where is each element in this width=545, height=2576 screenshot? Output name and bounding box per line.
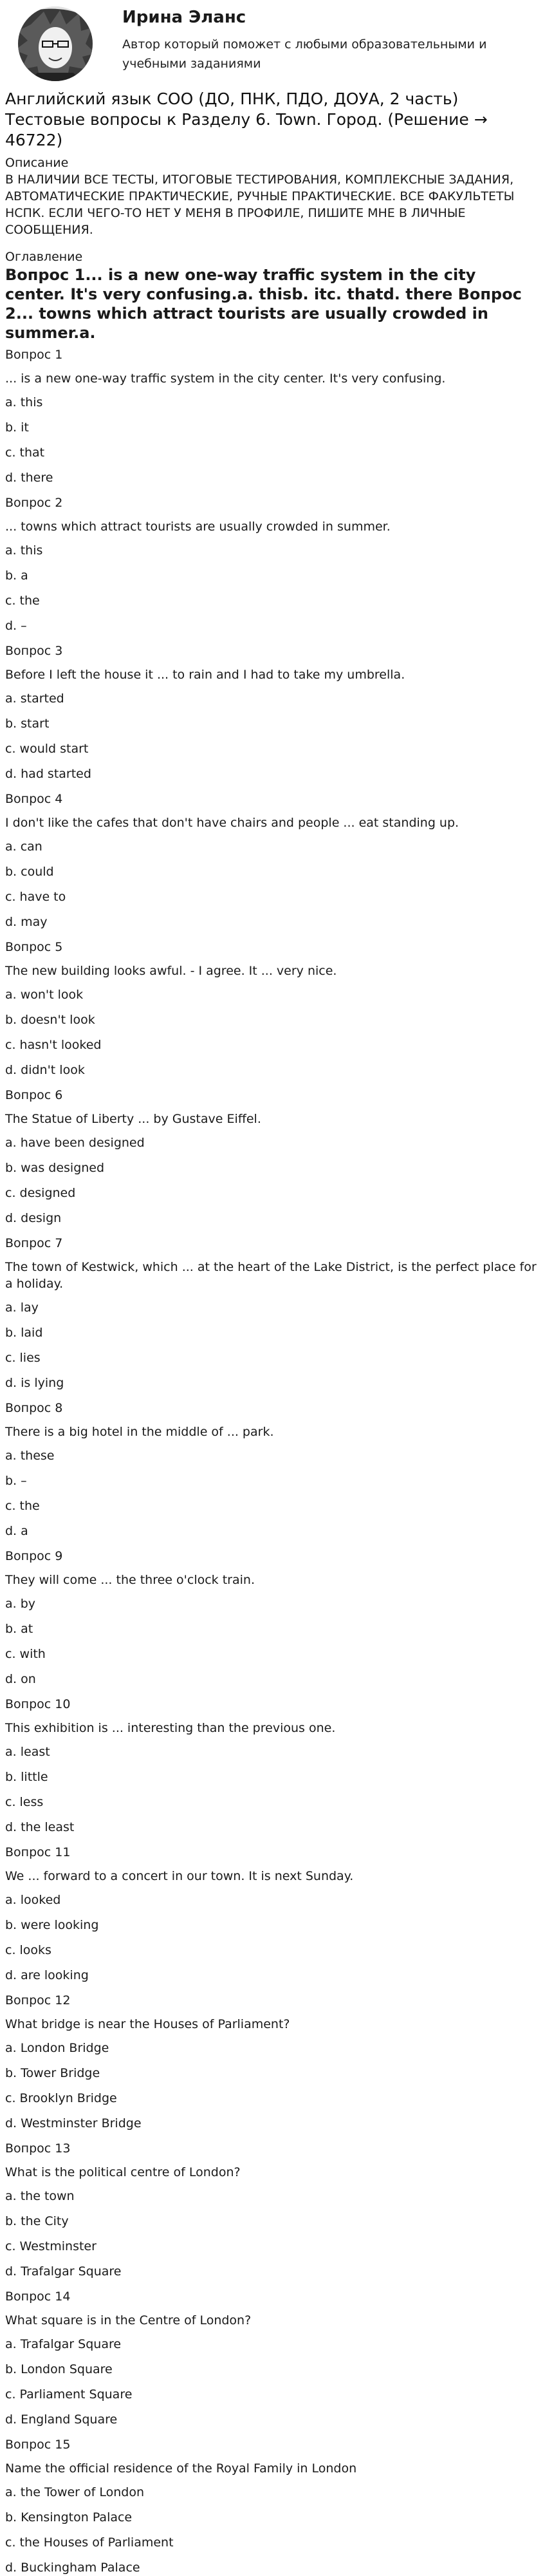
question-label: Вопрос 10 [5, 1697, 71, 1711]
answer-option: b. little [5, 1770, 48, 1784]
answer-option: c. looks [5, 1943, 51, 1957]
author-name[interactable]: Ирина Эланс [122, 8, 246, 27]
answer-option: d. design [5, 1211, 62, 1225]
question-block [5, 939, 540, 1078]
author-avatar[interactable] [5, 5, 106, 82]
question-block [5, 1235, 540, 1391]
answer-option: b. it [5, 420, 29, 435]
answer-option: b. laid [5, 1326, 43, 1340]
answer-option: a. London Bridge [5, 2041, 109, 2055]
toc-label: Оглавление [5, 250, 83, 264]
question-label: Вопрос 7 [5, 1236, 63, 1250]
answer-option: d. Westminster Bridge [5, 2116, 142, 2130]
answer-option: b. Kensington Palace [5, 2510, 133, 2524]
answer-option: a. won't look [5, 988, 84, 1002]
answer-option: c. with [5, 1647, 46, 1661]
description-label: Описание [5, 156, 69, 170]
answer-option: b. at [5, 1622, 33, 1636]
question-text: Before I left the house it ... to rain and I had to take my umbrella. [5, 668, 405, 682]
question-block [5, 1400, 540, 1539]
question-text: Name the official residence of the Royal Family in London [5, 2461, 357, 2476]
answer-option: b. was designed [5, 1161, 105, 1175]
answer-option: d. – [5, 619, 27, 633]
answer-option: c. Parliament Square [5, 2387, 133, 2402]
question-block [5, 494, 540, 634]
question-label: Вопрос 8 [5, 1401, 63, 1415]
answer-option: d. may [5, 915, 48, 929]
question-text: The new building looks awful. - I agree. It ... very nice. [5, 964, 337, 978]
answer-option: d. on [5, 1672, 36, 1686]
question-block [5, 1548, 540, 1688]
answer-option: a. least [5, 1745, 50, 1759]
question-block [5, 791, 540, 930]
question-text: We ... forward to a concert in our town. It is next Sunday. [5, 1869, 354, 1883]
question-label: Вопрос 14 [5, 2289, 71, 2304]
answer-option: c. less [5, 1795, 44, 1809]
page-title: Английский язык СОО (ДО, ПНК, ПДО, ДОУА, 2 часть) Тестовые вопросы к Разделу 6. Town. Город. (Решение → 46722) [5, 89, 488, 149]
question-text: What square is in the Centre of London? [5, 2313, 252, 2327]
question-label: Вопрос 2 [5, 496, 63, 510]
question-label: Вопрос 15 [5, 2438, 71, 2452]
author-description: Автор который поможет с любыми образовательными и учебными заданиями [122, 37, 487, 71]
answer-option: a. can [5, 840, 42, 854]
answer-option: b. a [5, 569, 28, 583]
avatar-image [5, 5, 106, 82]
question-label: Вопрос 9 [5, 1549, 63, 1563]
question-block [5, 346, 540, 486]
question-label: Вопрос 5 [5, 940, 63, 954]
answer-option: d. Buckingham Palace [5, 2561, 140, 2575]
answer-option: c. have to [5, 890, 66, 904]
question-text: I don't like the cafes that don't have chairs and people ... eat standing up. [5, 816, 459, 830]
question-block [5, 1992, 540, 2132]
question-block [5, 2140, 540, 2280]
question-block [5, 2436, 540, 2576]
answer-option: a. lay [5, 1301, 39, 1315]
question-block [5, 643, 540, 782]
answer-option: a. by [5, 1597, 36, 1611]
question-block [5, 1087, 540, 1227]
answer-option: d. are looking [5, 1968, 89, 1982]
question-text: ... towns which attract tourists are usually crowded in summer. [5, 520, 391, 534]
answer-option: b. the City [5, 2214, 69, 2228]
answer-option: b. start [5, 717, 50, 731]
answer-option: a. started [5, 691, 64, 706]
answer-option: b. doesn't look [5, 1013, 95, 1027]
answer-option: c. the [5, 1499, 40, 1513]
answer-option: d. there [5, 471, 53, 485]
answer-option: d. didn't look [5, 1063, 85, 1077]
answer-option: c. Westminster [5, 2239, 97, 2253]
answer-option: c. the Houses of Parliament [5, 2535, 174, 2550]
question-text: This exhibition is ... interesting than the previous one. [5, 1721, 336, 1735]
answer-option: b. London Square [5, 2362, 113, 2376]
answer-option: b. Tower Bridge [5, 2066, 100, 2080]
question-block [5, 2288, 540, 2428]
question-text: What bridge is near the Houses of Parliament? [5, 2017, 290, 2031]
question-label: Вопрос 1 [5, 348, 63, 362]
answer-option: c. the [5, 594, 40, 608]
author-info [122, 5, 508, 73]
answer-option: a. the Tower of London [5, 2485, 145, 2499]
answer-option: d. the least [5, 1820, 75, 1834]
answer-option: d. had started [5, 767, 91, 781]
answer-option: c. designed [5, 1186, 76, 1200]
question-text: The town of Kestwick, which ... at the heart of the Lake District, is the perfect place for a holiday. [5, 1260, 537, 1291]
answer-option: b. – [5, 1474, 27, 1488]
question-text: What is the political centre of London? [5, 2165, 241, 2179]
answer-option: c. would start [5, 742, 89, 756]
question-text: There is a big hotel in the middle of ... park. [5, 1425, 274, 1439]
question-label: Вопрос 13 [5, 2141, 71, 2156]
questions-list [5, 346, 540, 2576]
question-label: Вопрос 6 [5, 1088, 63, 1102]
answer-option: a. Trafalgar Square [5, 2337, 122, 2351]
answer-option: d. England Square [5, 2412, 118, 2427]
author-card [5, 0, 540, 85]
answer-option: a. these [5, 1449, 55, 1463]
answer-option: c. Brooklyn Bridge [5, 2091, 117, 2105]
description-text: В НАЛИЧИИ ВСЕ ТЕСТЫ, ИТОГОВЫЕ ТЕСТИРОВАНИЯ, КОМПЛЕКСНЫЕ ЗАДАНИЯ, АВТОМАТИЧЕСКИЕ ПРАКТИЧЕСКИЕ, РУЧНЫЕ ПРАКТИЧЕСКИЕ. ВСЕ ФАКУЛЬТЕТЫ НСПК. ЕСЛИ ЧЕГО-ТО НЕТ У МЕНЯ В ПРОФИЛЕ, ПИШИТЕ МНЕ В ЛИЧНЫЕ СООБЩЕНИЯ. [5, 173, 515, 237]
answer-option: b. could [5, 865, 54, 879]
question-label: Вопрос 11 [5, 1845, 71, 1859]
answer-option: a. the town [5, 2189, 75, 2203]
answer-option: a. this [5, 543, 43, 558]
answer-option: d. is lying [5, 1376, 64, 1390]
answer-option: d. a [5, 1524, 28, 1538]
question-label: Вопрос 12 [5, 1993, 71, 2007]
question-text: The Statue of Liberty ... by Gustave Eiffel. [5, 1112, 261, 1126]
question-block [5, 1844, 540, 1984]
answer-option: c. lies [5, 1351, 41, 1365]
question-text: They will come ... the three o'clock train. [5, 1573, 255, 1587]
question-block [5, 1696, 540, 1836]
answer-option: a. looked [5, 1893, 61, 1907]
answer-option: d. Trafalgar Square [5, 2264, 122, 2279]
answer-option: c. hasn't looked [5, 1038, 102, 1052]
answer-option: c. that [5, 446, 45, 460]
question-label: Вопрос 4 [5, 792, 63, 806]
toc-text: Вопрос 1... is a new one-way traffic system in the city center. It's very confusing.a. thisb. itc. thatd. there Вопрос 2... towns which attract tourists are usually crowded in summer.a. [5, 266, 522, 342]
answer-option: a. this [5, 395, 43, 409]
question-label: Вопрос 3 [5, 644, 63, 658]
answer-option: a. have been designed [5, 1136, 145, 1150]
answer-option: b. were looking [5, 1918, 99, 1932]
question-text: ... is a new one-way traffic system in the city center. It's very confusing. [5, 371, 446, 386]
